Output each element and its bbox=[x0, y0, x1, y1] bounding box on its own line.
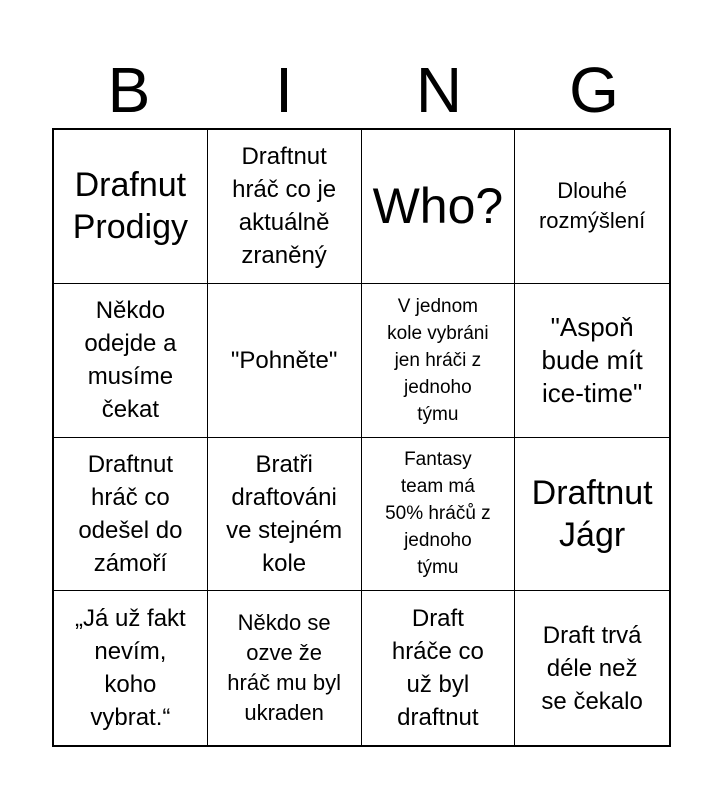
bingo-cell-16[interactable] bbox=[515, 591, 669, 745]
bingo-cell-12[interactable] bbox=[515, 438, 669, 592]
header-letter-i: I bbox=[275, 54, 293, 126]
cell-text: "Aspoň bude mít ice-time" bbox=[541, 311, 643, 408]
bingo-header bbox=[52, 52, 671, 128]
cell-text: Fantasy team má 50% hráčů z jednoho týmu bbox=[385, 449, 491, 579]
cell-text: Draft trvá déle než se čekalo bbox=[541, 621, 643, 715]
header-letter-n: N bbox=[415, 54, 463, 126]
bingo-cell-3[interactable] bbox=[362, 130, 516, 284]
cell-text: „Já už fakt nevím, koho vybrat.“ bbox=[75, 605, 186, 732]
bingo-card-grid bbox=[52, 128, 671, 747]
bingo-cell-1[interactable] bbox=[54, 130, 208, 284]
bingo-cell-7[interactable] bbox=[362, 284, 516, 438]
cell-text: Někdo odejde a musíme čekat bbox=[84, 297, 177, 424]
cell-text: Drafnut Prodigy bbox=[72, 166, 189, 247]
bingo-cell-8[interactable] bbox=[515, 284, 669, 438]
cell-text: Draftnut hráč co odešel do zámoří bbox=[78, 450, 183, 577]
bingo-cell-15[interactable] bbox=[362, 591, 516, 745]
bingo-cell-4[interactable] bbox=[515, 130, 669, 284]
bingo-cell-10[interactable] bbox=[208, 438, 362, 592]
bingo-cell-11[interactable] bbox=[362, 438, 516, 592]
cell-text: V jednom kole vybráni jen hráči z jednoho týmu bbox=[387, 295, 489, 425]
cell-text: Draft hráče co už byl draftnut bbox=[391, 605, 484, 732]
cell-text: Dlouhé rozmýšlení bbox=[538, 178, 646, 234]
bingo-cell-14[interactable] bbox=[208, 591, 362, 745]
bingo-cell-13[interactable] bbox=[54, 591, 208, 745]
bingo-cell-2[interactable] bbox=[208, 130, 362, 284]
cell-text: Who? bbox=[372, 178, 504, 235]
bingo-cell-9[interactable] bbox=[54, 438, 208, 592]
bingo-cell-5[interactable] bbox=[54, 284, 208, 438]
cell-text: Draftnut hráč co je aktuálně zraněný bbox=[232, 143, 337, 270]
bingo-cell-6[interactable] bbox=[208, 284, 362, 438]
cell-text: Někdo se ozve že hráč mu byl ukraden bbox=[227, 610, 341, 726]
cell-text: "Pohněte" bbox=[230, 346, 338, 374]
header-letter-g: G bbox=[569, 54, 619, 126]
cell-text: Draftnut Jágr bbox=[531, 473, 653, 554]
header-letter-b: B bbox=[107, 54, 151, 126]
cell-text: Bratři draftováni ve stejném kole bbox=[226, 450, 343, 577]
